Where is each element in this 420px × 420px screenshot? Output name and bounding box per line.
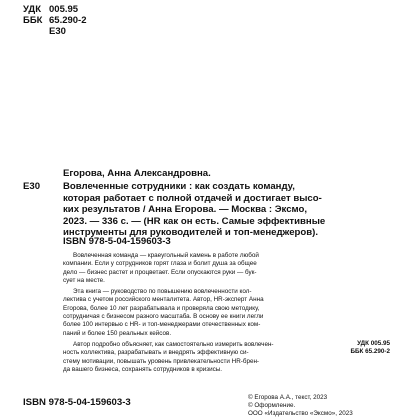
annotation-line: паний и более 150 реальных кейсов. (63, 329, 172, 337)
isbn-footer: ISBN 978-5-04-159603-3 (23, 397, 131, 408)
classification-codes-bottom (350, 340, 390, 356)
annotation-line: Автор подробно объясняет, как самостоятельно измерить вовлечен- (73, 340, 274, 348)
description-line: 2023. — 336 с. — (HR как он есть. Самые эффективные (63, 215, 326, 227)
annotation-line: стему мотивации, повышать уровень привлекательности HR-брен- (63, 357, 260, 365)
annotation-line: Эта книга — руководство по повышению вовлеченности кол- (73, 288, 252, 296)
annotation-line: сотрудничая с бизнесом разного масштаба. В основу ее книги легли (63, 313, 264, 321)
annotation-line: дело — бизнес растет и процветает. Если опускаются руки — бук- (63, 268, 257, 276)
description-line: ких результатов / Анна Егорова. — Москва : Эксмо, (63, 204, 308, 216)
annotation-line: компании. Если у сотрудников горят глаза и болит душа за общее (63, 260, 257, 268)
bbk-value: 65.290-2 (49, 15, 87, 26)
annotation-line: ность коллектива, разрабатывать и внедрять эффективную си- (63, 349, 249, 357)
annotation-line: Егорова, более 10 лет разрабатывала и проверяла свою методику, (63, 304, 260, 312)
annotation-line: более 100 интервью с HR- и топ-менеджерами отечественных ком- (63, 321, 261, 329)
annotation-line: лектива с учетом российского менталитета. Автор, HR-эксперт Анна (63, 296, 264, 304)
copyright-design: © Оформление. (248, 402, 296, 409)
annotation-line: да вашего бизнеса, сохранять сотрудников в кризисы. (63, 365, 223, 373)
bbk-row (23, 15, 87, 26)
copyright-publisher: ООО «Издательство «Эксмо», 2023 (248, 410, 353, 417)
author-heading: Егорова, Анна Александровна. (63, 168, 211, 179)
udk-row (23, 4, 87, 15)
description-line: инструменты для руководителей и топ-менеджеров). (63, 227, 319, 239)
udk-bottom: УДК 005.95 (357, 340, 390, 347)
annotation-line: Вовлеченная команда — краеугольный камень в работе любой (73, 252, 259, 259)
cutter-mark-top: Е30 (49, 26, 66, 37)
cutter-mark-side: Е30 (23, 181, 41, 192)
udk-label: УДК (23, 4, 41, 15)
bbk-bottom: ББК 65.290-2 (350, 348, 390, 355)
classification-codes-top (23, 4, 87, 37)
copyright-text: © Егорова А.А., текст, 2023 (248, 394, 328, 401)
udk-value: 005.95 (49, 4, 79, 15)
annotation-line: сует на месте. (63, 276, 105, 284)
description-line: которая работает с полной отдачей и достигает высо- (63, 192, 322, 204)
copyright-block (248, 394, 353, 418)
isbn-card: ISBN 978-5-04-159603-3 (63, 236, 171, 247)
bibliographic-description (63, 181, 405, 239)
bbk-label: ББК (23, 15, 43, 26)
description-line: Вовлеченные сотрудники : как создать команду, (63, 181, 295, 192)
